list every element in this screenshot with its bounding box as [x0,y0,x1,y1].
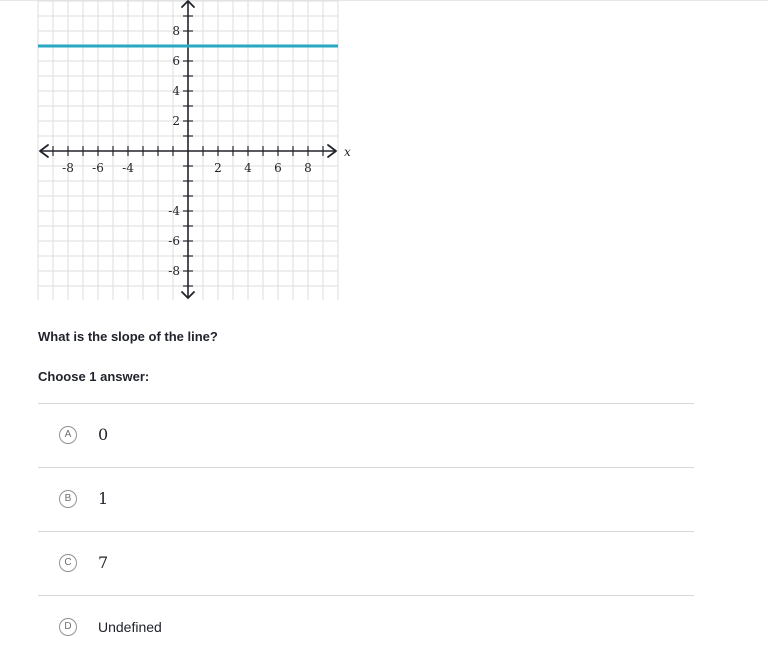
y-tick-label: -4 [168,204,180,218]
x-tick-label: -4 [122,161,134,175]
x-tick-label: -8 [62,161,74,175]
choice-c[interactable] [38,531,694,595]
y-tick-label: 6 [172,54,180,68]
x-tick-label: 4 [244,161,252,175]
choice-text: 0 [98,425,109,444]
choice-text: 1 [98,489,109,508]
x-axis-label: x [344,145,351,159]
question-text: What is the slope of the line? [38,329,218,344]
choice-letter-badge: B [59,490,77,508]
y-tick-label: 2 [172,114,180,128]
y-tick-label: 4 [172,84,180,98]
choice-letter-badge: A [59,426,77,444]
choice-d[interactable] [38,595,694,648]
x-tick-label: -6 [92,161,104,175]
y-tick-label: 8 [172,24,180,38]
choose-prompt: Choose 1 answer: [38,369,150,384]
choice-letter-badge: D [59,618,77,636]
y-tick-label: -6 [168,234,180,248]
choice-b[interactable] [38,467,694,531]
x-tick-label: 8 [304,161,312,175]
y-tick-label: -8 [168,264,180,278]
answer-choices [38,403,694,648]
choice-letter-badge: C [59,554,77,572]
x-tick-label: 2 [214,161,222,175]
coordinate-plane-graph [0,0,360,310]
choice-a[interactable] [38,403,694,467]
choice-text: Undefined [98,619,162,635]
choice-text: 7 [98,553,109,572]
x-tick-label: 6 [274,161,282,175]
